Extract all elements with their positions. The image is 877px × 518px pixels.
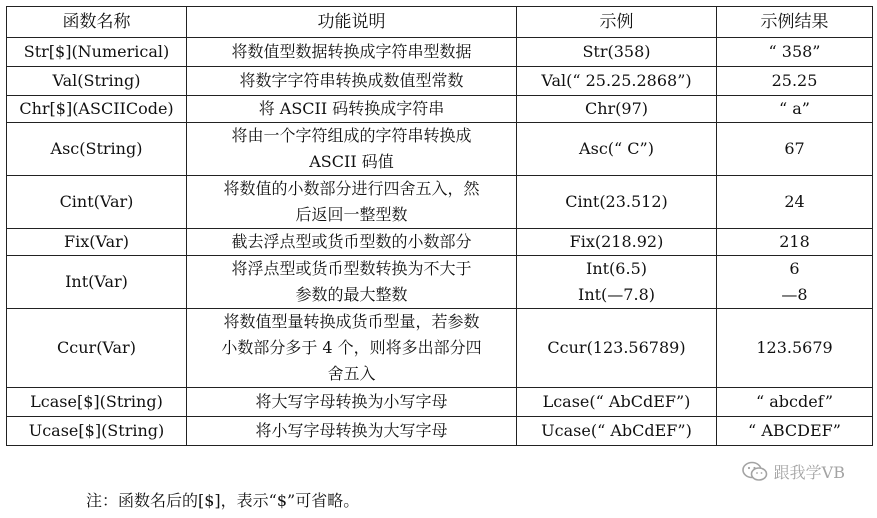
header-example: 示例 bbox=[517, 7, 717, 38]
cell-example bbox=[517, 388, 717, 417]
table-row bbox=[7, 176, 873, 229]
cell-result bbox=[717, 67, 873, 96]
function-table-container bbox=[6, 6, 872, 446]
cell-function-name: Val(String) bbox=[7, 67, 187, 96]
cell-result-line: —8 bbox=[781, 285, 808, 304]
cell-description-line: ASCII 码值 bbox=[309, 152, 394, 171]
cell-example-line: Ccur(123.56789) bbox=[547, 338, 686, 357]
table-row bbox=[7, 123, 873, 176]
cell-example-line: Cint(23.512) bbox=[565, 192, 668, 211]
function-table bbox=[6, 6, 873, 446]
cell-example bbox=[517, 417, 717, 446]
cell-description bbox=[187, 176, 517, 229]
cell-example bbox=[517, 67, 717, 96]
cell-description-line: 小数部分多于 4 个，则将多出部分四 bbox=[221, 338, 482, 357]
cell-function-name: Lcase[$](String) bbox=[7, 388, 187, 417]
cell-description-line: 将数值型量转换成货币型量，若参数 bbox=[223, 312, 480, 331]
cell-example-line: Ucase(“ AbCdEF”) bbox=[541, 421, 692, 440]
cell-result bbox=[717, 309, 873, 388]
cell-description bbox=[187, 38, 517, 67]
cell-result-line: “ 358” bbox=[768, 42, 821, 61]
cell-description bbox=[187, 67, 517, 96]
cell-description-line: 后返回一整型数 bbox=[295, 205, 408, 224]
cell-description-line: 将数值的小数部分进行四舍五入，然 bbox=[223, 179, 480, 198]
cell-result-line: “ a” bbox=[779, 99, 810, 118]
cell-function-name: Cint(Var) bbox=[7, 176, 187, 229]
cell-example bbox=[517, 309, 717, 388]
cell-result-line: 25.25 bbox=[771, 71, 818, 90]
cell-example bbox=[517, 96, 717, 123]
cell-result bbox=[717, 256, 873, 309]
cell-description bbox=[187, 229, 517, 256]
table-row bbox=[7, 38, 873, 67]
cell-description-line: 将 ASCII 码转换成字符串 bbox=[258, 99, 445, 118]
table-row bbox=[7, 229, 873, 256]
header-example-result: 示例结果 bbox=[717, 7, 873, 38]
wechat-icon bbox=[742, 461, 768, 483]
header-description: 功能说明 bbox=[187, 7, 517, 38]
cell-result-line: 67 bbox=[784, 139, 805, 158]
footnote: 注：函数名后的[$]，表示“$”可省略。 bbox=[86, 491, 360, 510]
cell-description bbox=[187, 417, 517, 446]
cell-description-line: 将数字字符串转换成数值型常数 bbox=[239, 71, 464, 90]
cell-description-line: 将数值型数据转换成字符串型数据 bbox=[231, 42, 472, 61]
cell-result-line: 6 bbox=[789, 259, 800, 278]
watermark-text: 跟我学VB bbox=[773, 463, 845, 482]
cell-example-line: Int(—7.8) bbox=[578, 285, 655, 304]
cell-example-line: Asc(“ C”) bbox=[579, 139, 654, 158]
cell-description-line: 将由一个字符组成的字符串转换成 bbox=[231, 126, 472, 145]
cell-description bbox=[187, 388, 517, 417]
cell-result bbox=[717, 229, 873, 256]
cell-function-name: Fix(Var) bbox=[7, 229, 187, 256]
cell-function-name: Ccur(Var) bbox=[7, 309, 187, 388]
cell-result bbox=[717, 388, 873, 417]
cell-result bbox=[717, 176, 873, 229]
table-row bbox=[7, 96, 873, 123]
cell-example bbox=[517, 123, 717, 176]
cell-result-line: 218 bbox=[779, 232, 810, 251]
table-row bbox=[7, 309, 873, 388]
cell-description-line: 将浮点型或货币型数转换为不大于 bbox=[231, 259, 472, 278]
cell-function-name: Chr[$](ASCIICode) bbox=[7, 96, 187, 123]
cell-result bbox=[717, 96, 873, 123]
cell-function-name: Str[$](Numerical) bbox=[7, 38, 187, 67]
cell-example-line: Val(“ 25.25.2868”) bbox=[541, 71, 692, 90]
cell-description-line: 将小写字母转换为大写字母 bbox=[255, 421, 448, 440]
cell-example-line: Str(358) bbox=[582, 42, 651, 61]
cell-function-name: Ucase[$](String) bbox=[7, 417, 187, 446]
table-header-row bbox=[7, 7, 873, 38]
cell-result-line: “ ABCDEF” bbox=[748, 421, 841, 440]
cell-description bbox=[187, 309, 517, 388]
cell-function-name: Int(Var) bbox=[7, 256, 187, 309]
table-row bbox=[7, 256, 873, 309]
cell-example bbox=[517, 256, 717, 309]
cell-description-line: 截去浮点型或货币型数的小数部分 bbox=[231, 232, 472, 251]
cell-result bbox=[717, 38, 873, 67]
cell-example-line: Lcase(“ AbCdEF”) bbox=[542, 392, 691, 411]
table-row bbox=[7, 67, 873, 96]
cell-description bbox=[187, 123, 517, 176]
cell-result-line: 123.5679 bbox=[756, 338, 833, 357]
cell-result bbox=[717, 123, 873, 176]
cell-example-line: Chr(97) bbox=[584, 99, 649, 118]
header-function-name: 函数名称 bbox=[7, 7, 187, 38]
cell-result bbox=[717, 417, 873, 446]
table-row bbox=[7, 388, 873, 417]
watermark bbox=[742, 460, 845, 483]
cell-description-line: 参数的最大整数 bbox=[295, 285, 408, 304]
cell-example bbox=[517, 176, 717, 229]
cell-example-line: Fix(218.92) bbox=[569, 232, 664, 251]
cell-example bbox=[517, 38, 717, 67]
cell-description bbox=[187, 96, 517, 123]
cell-description-line: 将大写字母转换为小写字母 bbox=[255, 392, 448, 411]
cell-function-name: Asc(String) bbox=[7, 123, 187, 176]
cell-result-line: 24 bbox=[784, 192, 805, 211]
cell-example bbox=[517, 229, 717, 256]
table-row bbox=[7, 417, 873, 446]
cell-example-line: Int(6.5) bbox=[586, 259, 647, 278]
cell-result-line: “ abcdef” bbox=[756, 392, 833, 411]
cell-description-line: 舍五入 bbox=[327, 364, 376, 383]
cell-description bbox=[187, 256, 517, 309]
